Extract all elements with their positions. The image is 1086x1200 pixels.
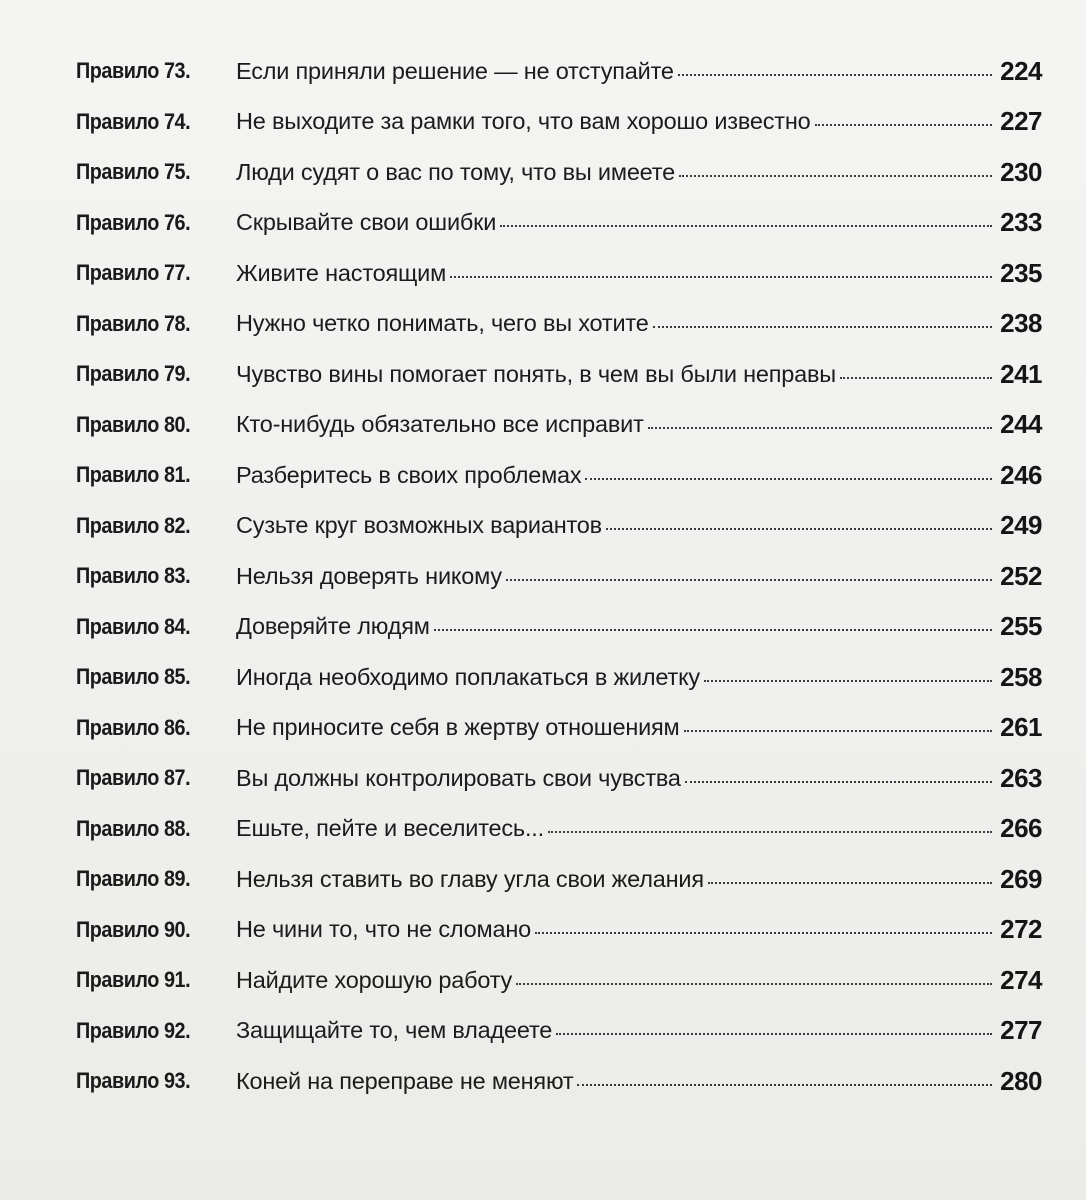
rule-title-wrap	[236, 916, 992, 943]
rule-title: Скрывайте свои ошибки	[236, 209, 497, 236]
dot-leader	[500, 225, 992, 227]
rule-title-wrap	[236, 815, 992, 842]
toc-entry	[76, 97, 1042, 148]
toc-entry	[76, 602, 1042, 653]
rule-title: Не чини то, что не сломано	[236, 916, 531, 943]
rule-label: Правило 86.	[76, 714, 191, 740]
page-number: 258	[1000, 661, 1042, 692]
rule-label: Правило 80.	[76, 411, 191, 437]
rule-title-wrap	[236, 411, 992, 438]
toc-entry	[76, 299, 1042, 350]
rule-title: Коней на переправе не меняют	[236, 1067, 574, 1094]
page-number: 272	[1000, 914, 1042, 945]
page-number: 280	[1000, 1065, 1042, 1096]
rule-title: Разберитесь в своих проблемах	[236, 461, 582, 488]
dot-leader	[450, 276, 992, 278]
page-number: 230	[1000, 156, 1042, 187]
rule-title: Ешьте, пейте и веселитесь...	[236, 815, 544, 842]
toc-entry	[76, 1056, 1042, 1107]
rule-title-wrap	[236, 613, 992, 640]
page-number: 241	[1000, 358, 1042, 389]
rule-title-wrap	[236, 209, 992, 236]
toc-entry	[76, 703, 1042, 754]
dot-leader	[606, 528, 992, 530]
page-number: 238	[1000, 308, 1042, 339]
rule-title: Не выходите за рамки того, что вам хорошо известно	[236, 108, 811, 135]
rule-title-wrap	[236, 512, 992, 539]
toc-entry	[76, 652, 1042, 703]
page-number: 252	[1000, 560, 1042, 591]
dot-leader	[516, 983, 992, 985]
toc-entry	[76, 905, 1042, 956]
toc-entry	[76, 955, 1042, 1006]
rule-label: Правило 83.	[76, 563, 191, 589]
dot-leader	[685, 781, 992, 783]
page-number: 266	[1000, 813, 1042, 844]
rule-label: Правило 87.	[76, 765, 191, 791]
page-number: 263	[1000, 762, 1042, 793]
rule-label: Правило 85.	[76, 664, 191, 690]
rule-label: Правило 79.	[76, 361, 191, 387]
dot-leader	[506, 579, 992, 581]
toc-entry	[76, 804, 1042, 855]
rule-label: Правило 92.	[76, 1017, 191, 1043]
rule-title-wrap	[236, 462, 992, 489]
page-number: 269	[1000, 863, 1042, 894]
dot-leader	[535, 932, 992, 934]
toc-entry	[76, 854, 1042, 905]
toc-entry	[76, 450, 1042, 501]
rule-title-wrap	[236, 1017, 992, 1044]
toc-entry	[76, 551, 1042, 602]
dot-leader	[840, 377, 992, 379]
rule-label: Правило 84.	[76, 613, 191, 639]
dot-leader	[704, 680, 992, 682]
dot-leader	[648, 427, 992, 429]
rule-title-wrap	[236, 159, 992, 186]
rule-title-wrap	[236, 664, 992, 691]
rule-title: Защищайте то, чем владеете	[236, 1017, 553, 1044]
toc-entry	[76, 147, 1042, 198]
rule-label: Правило 73.	[76, 58, 191, 84]
dot-leader	[585, 478, 992, 480]
rule-title-wrap	[236, 866, 992, 893]
page-number: 249	[1000, 510, 1042, 541]
toc-entry	[76, 1006, 1042, 1057]
rule-title-wrap	[236, 310, 992, 337]
dot-leader	[678, 74, 992, 76]
toc-entry	[76, 753, 1042, 804]
rule-title-wrap	[236, 967, 992, 994]
toc-entry	[76, 46, 1042, 97]
table-of-contents	[76, 46, 1042, 1107]
toc-entry	[76, 349, 1042, 400]
rule-title-wrap	[236, 260, 992, 287]
rule-title-wrap	[236, 1068, 992, 1095]
rule-label: Правило 77.	[76, 260, 191, 286]
page-number: 244	[1000, 409, 1042, 440]
page-number: 261	[1000, 712, 1042, 743]
rule-label: Правило 89.	[76, 866, 191, 892]
rule-title: Живите настоящим	[236, 259, 447, 286]
rule-title: Кто-нибудь обязательно все исправит	[236, 411, 644, 438]
rule-title: Доверяйте людям	[236, 613, 430, 640]
toc-entry	[76, 400, 1042, 451]
toc-entry	[76, 198, 1042, 249]
rule-title: Не приносите себя в жертву отношениям	[236, 714, 680, 741]
page-number: 233	[1000, 207, 1042, 238]
page-number: 246	[1000, 459, 1042, 490]
page-number: 224	[1000, 55, 1042, 86]
rule-title: Люди судят о вас по тому, что вы имеете	[236, 158, 675, 185]
page-number: 227	[1000, 106, 1042, 137]
rule-title: Нельзя доверять никому	[236, 562, 502, 589]
rule-title: Иногда необходимо поплакаться в жилетку	[236, 663, 700, 690]
dot-leader	[434, 629, 992, 631]
rule-title: Нужно четко понимать, чего вы хотите	[236, 310, 649, 337]
dot-leader	[577, 1084, 992, 1086]
rule-title-wrap	[236, 714, 992, 741]
rule-label: Правило 81.	[76, 462, 191, 488]
rule-title-wrap	[236, 563, 992, 590]
page-number: 255	[1000, 611, 1042, 642]
rule-label: Правило 82.	[76, 512, 191, 538]
rule-label: Правило 75.	[76, 159, 191, 185]
dot-leader	[679, 175, 992, 177]
rule-label: Правило 90.	[76, 916, 191, 942]
rule-title: Нельзя ставить во главу угла свои желания	[236, 865, 704, 892]
dot-leader	[684, 730, 993, 732]
rule-label: Правило 88.	[76, 815, 191, 841]
rule-label: Правило 76.	[76, 209, 191, 235]
page-number: 277	[1000, 1015, 1042, 1046]
rule-title: Вы должны контролировать свои чувства	[236, 764, 681, 791]
toc-entry	[76, 501, 1042, 552]
rule-title: Сузьте круг возможных вариантов	[236, 512, 602, 539]
rule-title-wrap	[236, 58, 992, 85]
page-number: 235	[1000, 257, 1042, 288]
rule-title-wrap	[236, 108, 992, 135]
rule-label: Правило 93.	[76, 1068, 191, 1094]
dot-leader	[556, 1033, 992, 1035]
rule-title: Чувство вины помогает понять, в чем вы были неправы	[236, 360, 836, 387]
rule-title: Найдите хорошую работу	[236, 966, 513, 993]
rule-title-wrap	[236, 765, 992, 792]
dot-leader	[653, 326, 993, 328]
rule-label: Правило 91.	[76, 967, 191, 993]
rule-label: Правило 74.	[76, 108, 191, 134]
rule-title: Если приняли решение — не отступайте	[236, 57, 674, 84]
dot-leader	[708, 882, 992, 884]
page-number: 274	[1000, 964, 1042, 995]
dot-leader	[548, 831, 992, 833]
dot-leader	[815, 124, 993, 126]
rule-title-wrap	[236, 361, 992, 388]
toc-entry	[76, 248, 1042, 299]
rule-label: Правило 78.	[76, 310, 191, 336]
